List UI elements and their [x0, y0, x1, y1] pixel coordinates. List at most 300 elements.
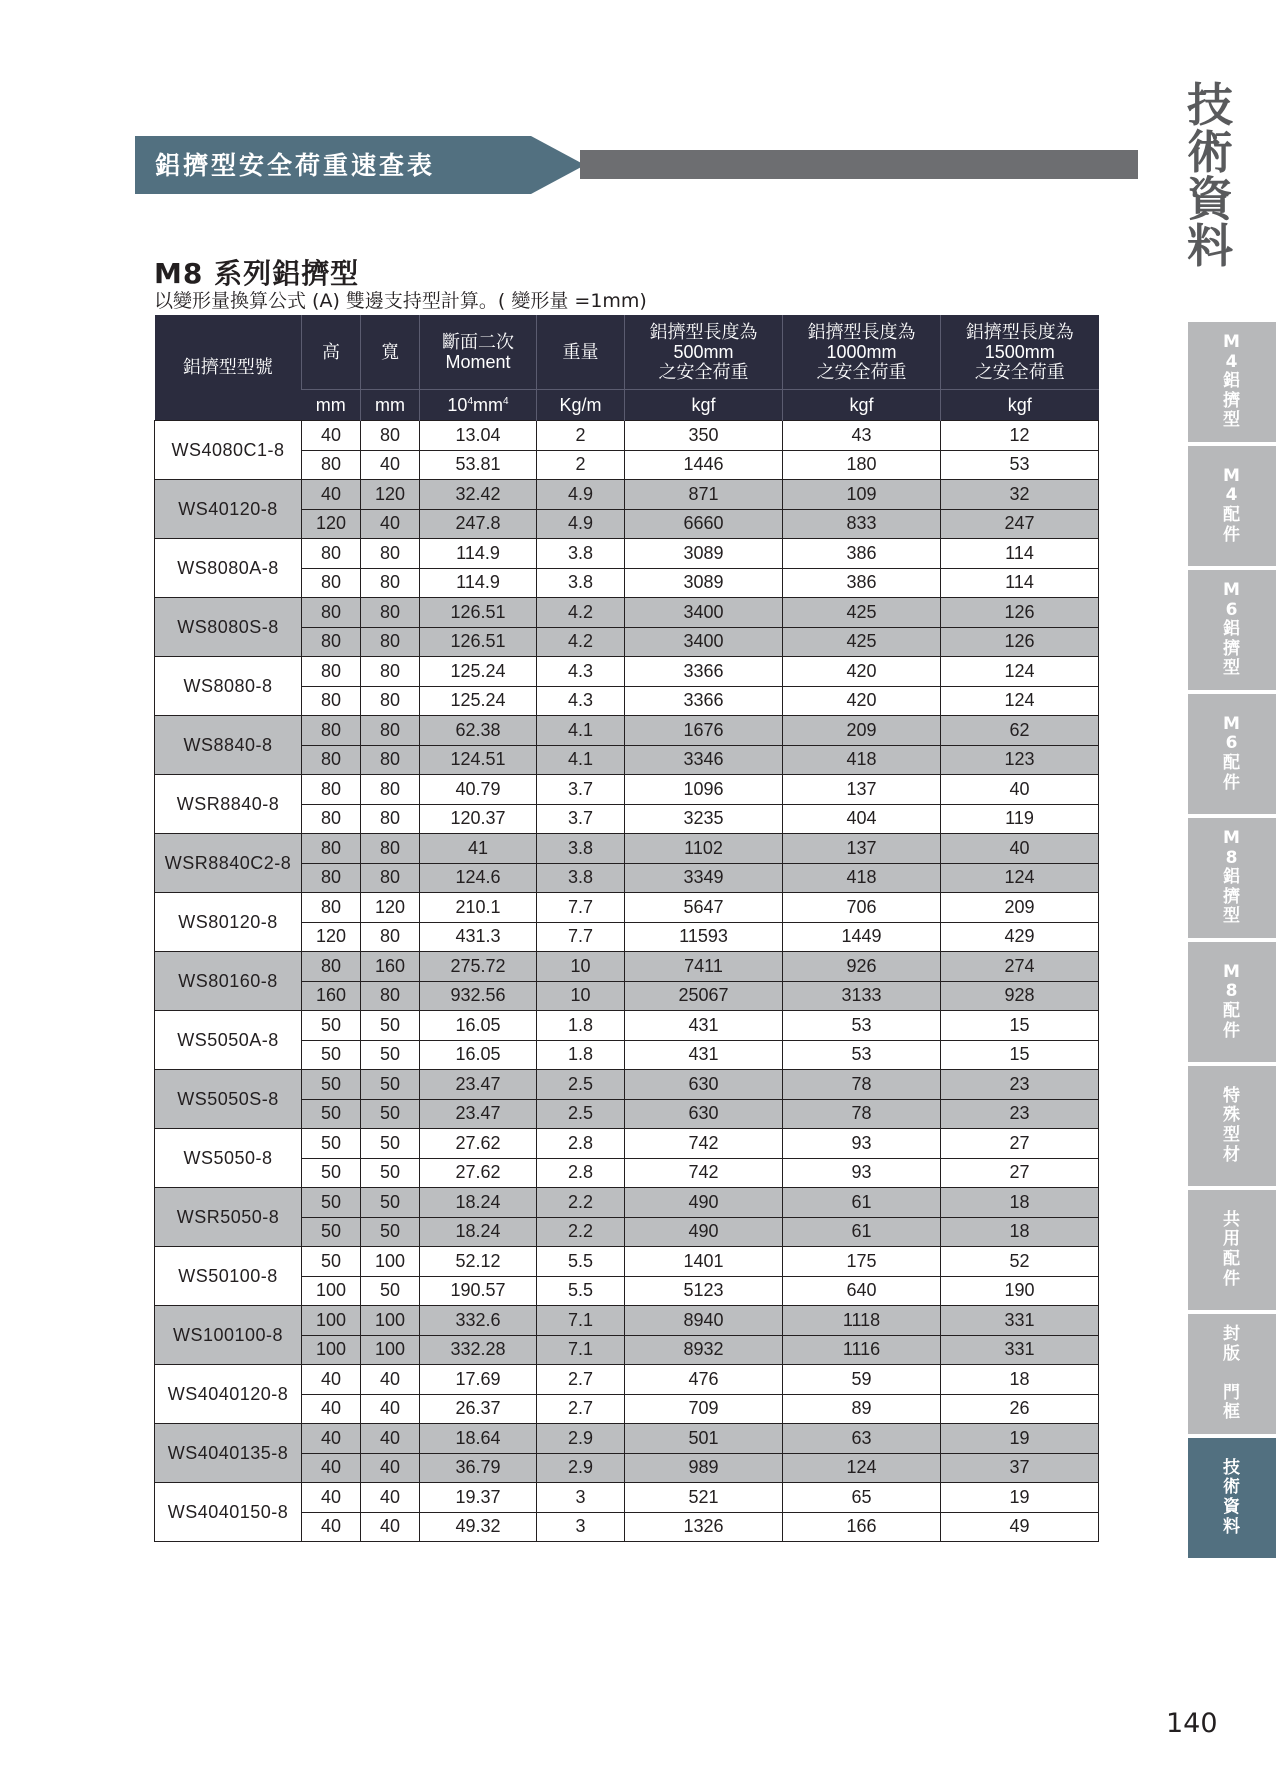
moment-cell: 13.04	[420, 421, 537, 451]
load-1000-cell: 833	[783, 509, 941, 539]
width-cell: 40	[361, 1483, 420, 1513]
height-cell: 80	[302, 716, 361, 746]
width-cell: 50	[361, 1129, 420, 1159]
load-1000-cell: 209	[783, 716, 941, 746]
height-cell: 50	[302, 1129, 361, 1159]
table-body	[155, 421, 1099, 1542]
load-1500-cell: 53	[941, 450, 1099, 480]
load-1000-cell: 180	[783, 450, 941, 480]
width-cell: 40	[361, 1365, 420, 1395]
model-cell: WS5050S-8	[155, 1070, 302, 1129]
load-1000-cell: 53	[783, 1040, 941, 1070]
width-cell: 50	[361, 1099, 420, 1129]
weight-cell: 2.2	[537, 1188, 625, 1218]
weight-cell: 7.1	[537, 1306, 625, 1336]
moment-cell: 932.56	[420, 981, 537, 1011]
load-1500-cell: 40	[941, 834, 1099, 864]
load-1500-cell: 49	[941, 1512, 1099, 1542]
weight-cell: 3	[537, 1512, 625, 1542]
side-tab-m8-profiles[interactable]: M 8 鋁 擠 型	[1188, 818, 1276, 938]
width-cell: 120	[361, 480, 420, 510]
col-header-load-500	[625, 315, 783, 390]
load-500-cell: 1326	[625, 1512, 783, 1542]
width-cell: 50	[361, 1040, 420, 1070]
load-500-cell: 3400	[625, 598, 783, 628]
side-tab-m4-profiles[interactable]: M 4 鋁 擠 型	[1188, 322, 1276, 442]
table-row	[155, 1247, 1099, 1277]
moment-cell: 23.47	[420, 1099, 537, 1129]
unit-weight: Kg/m	[537, 390, 625, 421]
height-cell: 50	[302, 1158, 361, 1188]
moment-cell: 120.37	[420, 804, 537, 834]
side-tab-m6-profiles[interactable]: M 6 鋁 擠 型	[1188, 570, 1276, 690]
model-cell: WS80120-8	[155, 893, 302, 952]
weight-cell: 7.7	[537, 893, 625, 923]
model-cell: WS4040120-8	[155, 1365, 302, 1424]
table-row	[155, 1424, 1099, 1454]
width-cell: 120	[361, 893, 420, 923]
moment-cell: 52.12	[420, 1247, 537, 1277]
weight-cell: 4.3	[537, 657, 625, 687]
model-cell: WS8840-8	[155, 716, 302, 775]
height-cell: 80	[302, 627, 361, 657]
load-1500-cell: 119	[941, 804, 1099, 834]
weight-cell: 3	[537, 1483, 625, 1513]
model-cell: WSR8840C2-8	[155, 834, 302, 893]
load-1500-cell: 18	[941, 1217, 1099, 1247]
moment-cell: 53.81	[420, 450, 537, 480]
height-cell: 50	[302, 1188, 361, 1218]
load-1500-cell: 32	[941, 480, 1099, 510]
load-1500-cell: 124	[941, 657, 1099, 687]
weight-cell: 2.8	[537, 1158, 625, 1188]
load-1500-cell: 19	[941, 1483, 1099, 1513]
unit-moment: $10^4mm^4$	[420, 390, 537, 421]
width-cell: 50	[361, 1158, 420, 1188]
height-cell: 120	[302, 922, 361, 952]
moment-cell: 126.51	[420, 627, 537, 657]
height-cell: 50	[302, 1217, 361, 1247]
width-cell: 40	[361, 450, 420, 480]
width-cell: 80	[361, 627, 420, 657]
load-1000-cell: 89	[783, 1394, 941, 1424]
moment-cell: 332.28	[420, 1335, 537, 1365]
load-500-cell: 989	[625, 1453, 783, 1483]
load-500-cell: 350	[625, 421, 783, 451]
width-cell: 80	[361, 804, 420, 834]
load-1500-cell: 27	[941, 1158, 1099, 1188]
weight-cell: 1.8	[537, 1011, 625, 1041]
width-cell: 50	[361, 1276, 420, 1306]
load-500-cell: 1102	[625, 834, 783, 864]
load-500-cell: 3366	[625, 657, 783, 687]
weight-cell: 3.7	[537, 775, 625, 805]
load-1500-cell: 18	[941, 1188, 1099, 1218]
load-500-cell: 501	[625, 1424, 783, 1454]
load-500-cell: 630	[625, 1070, 783, 1100]
weight-cell: 10	[537, 952, 625, 982]
load-1000-cell: 420	[783, 657, 941, 687]
load-1500-cell: 114	[941, 568, 1099, 598]
load-1000-cell: 65	[783, 1483, 941, 1513]
load-1000-line-1: 鋁擠型長度為	[807, 321, 916, 342]
table-row	[155, 1011, 1099, 1041]
moment-line-1: 斷面二次	[442, 331, 514, 352]
model-cell: WS40120-8	[155, 480, 302, 539]
load-500-cell: 742	[625, 1158, 783, 1188]
model-cell: WSR5050-8	[155, 1188, 302, 1247]
weight-cell: 4.3	[537, 686, 625, 716]
width-cell: 50	[361, 1011, 420, 1041]
table-row	[155, 480, 1099, 510]
height-cell: 40	[302, 421, 361, 451]
side-tab-m4-accessories[interactable]: M 4 配 件	[1188, 446, 1276, 566]
width-cell: 50	[361, 1070, 420, 1100]
load-1500-cell: 19	[941, 1424, 1099, 1454]
weight-cell: 2.9	[537, 1424, 625, 1454]
col-header-moment	[420, 315, 537, 390]
weight-cell: 2.5	[537, 1070, 625, 1100]
chapter-title: 技 術 資 料	[1187, 78, 1233, 273]
safe-load-table	[154, 315, 1099, 1542]
moment-cell: 18.64	[420, 1424, 537, 1454]
load-1000-cell: 93	[783, 1158, 941, 1188]
load-500-cell: 490	[625, 1217, 783, 1247]
weight-cell: 4.2	[537, 627, 625, 657]
load-500-cell: 490	[625, 1188, 783, 1218]
moment-cell: 19.37	[420, 1483, 537, 1513]
load-500-cell: 1096	[625, 775, 783, 805]
width-cell: 80	[361, 686, 420, 716]
side-tab-m6-accessories[interactable]: M 6 配 件	[1188, 694, 1276, 814]
weight-cell: 5.5	[537, 1276, 625, 1306]
width-cell: 80	[361, 775, 420, 805]
width-cell: 80	[361, 834, 420, 864]
load-1500-cell: 37	[941, 1453, 1099, 1483]
height-cell: 80	[302, 775, 361, 805]
load-1000-cell: 61	[783, 1217, 941, 1247]
height-cell: 80	[302, 539, 361, 569]
load-1000-cell: 1449	[783, 922, 941, 952]
load-1000-line-2: 1000mm	[826, 341, 897, 362]
load-500-cell: 1401	[625, 1247, 783, 1277]
weight-cell: 7.7	[537, 922, 625, 952]
load-1000-cell: 59	[783, 1365, 941, 1395]
weight-cell: 2	[537, 450, 625, 480]
height-cell: 40	[302, 1365, 361, 1395]
load-500-cell: 476	[625, 1365, 783, 1395]
model-cell: WS8080A-8	[155, 539, 302, 598]
weight-cell: 2.7	[537, 1394, 625, 1424]
load-1000-cell: 1118	[783, 1306, 941, 1336]
load-1500-cell: 23	[941, 1070, 1099, 1100]
weight-cell: 1.8	[537, 1040, 625, 1070]
height-cell: 50	[302, 1099, 361, 1129]
weight-cell: 4.1	[537, 716, 625, 746]
load-1000-cell: 109	[783, 480, 941, 510]
height-cell: 80	[302, 834, 361, 864]
model-cell: WS5050-8	[155, 1129, 302, 1188]
side-tab-panel-door-frame[interactable]: 封 版 門 框	[1188, 1314, 1276, 1434]
load-1500-cell: 15	[941, 1040, 1099, 1070]
load-500-cell: 8932	[625, 1335, 783, 1365]
height-cell: 100	[302, 1335, 361, 1365]
height-cell: 120	[302, 509, 361, 539]
width-cell: 40	[361, 1512, 420, 1542]
table-row	[155, 539, 1099, 569]
table-row	[155, 1365, 1099, 1395]
height-cell: 80	[302, 745, 361, 775]
weight-cell: 2.9	[537, 1453, 625, 1483]
load-1500-cell: 126	[941, 627, 1099, 657]
load-1500-cell: 18	[941, 1365, 1099, 1395]
load-500-cell: 6660	[625, 509, 783, 539]
model-cell: WS50100-8	[155, 1247, 302, 1306]
height-cell: 40	[302, 480, 361, 510]
height-cell: 80	[302, 686, 361, 716]
side-tab-m8-accessories[interactable]: M 8 配 件	[1188, 942, 1276, 1062]
table-row	[155, 834, 1099, 864]
moment-cell: 17.69	[420, 1365, 537, 1395]
width-cell: 80	[361, 716, 420, 746]
load-1500-line-2: 1500mm	[984, 341, 1055, 362]
model-cell: WS4080C1-8	[155, 421, 302, 480]
height-cell: 80	[302, 568, 361, 598]
load-1000-cell: 386	[783, 539, 941, 569]
load-1000-line-3: 之安全荷重	[816, 362, 907, 383]
load-1000-cell: 63	[783, 1424, 941, 1454]
weight-cell: 2.2	[537, 1217, 625, 1247]
load-500-cell: 3366	[625, 686, 783, 716]
load-1500-cell: 23	[941, 1099, 1099, 1129]
width-cell: 40	[361, 509, 420, 539]
model-cell: WS4040150-8	[155, 1483, 302, 1542]
load-500-cell: 871	[625, 480, 783, 510]
moment-cell: 27.62	[420, 1129, 537, 1159]
load-1500-cell: 114	[941, 539, 1099, 569]
load-1000-cell: 1116	[783, 1335, 941, 1365]
load-500-line-2: 500mm	[673, 341, 734, 362]
unit-width: mm	[361, 390, 420, 421]
width-cell: 100	[361, 1306, 420, 1336]
load-1000-cell: 137	[783, 775, 941, 805]
moment-cell: 247.8	[420, 509, 537, 539]
load-500-cell: 11593	[625, 922, 783, 952]
load-1000-cell: 53	[783, 1011, 941, 1041]
unit-height: mm	[302, 390, 361, 421]
height-cell: 40	[302, 1483, 361, 1513]
load-500-cell: 3089	[625, 539, 783, 569]
load-1000-cell: 3133	[783, 981, 941, 1011]
side-tab-technical-data[interactable]: 技 術 資 料	[1188, 1438, 1276, 1558]
moment-cell: 332.6	[420, 1306, 537, 1336]
moment-cell: 32.42	[420, 480, 537, 510]
load-1500-cell: 15	[941, 1011, 1099, 1041]
load-1000-cell: 640	[783, 1276, 941, 1306]
width-cell: 160	[361, 952, 420, 982]
table-row	[155, 893, 1099, 923]
weight-cell: 3.8	[537, 834, 625, 864]
table-row	[155, 1483, 1099, 1513]
width-cell: 40	[361, 1453, 420, 1483]
load-1000-cell: 425	[783, 627, 941, 657]
height-cell: 80	[302, 450, 361, 480]
unit-kgf-1000: kgf	[783, 390, 941, 421]
height-cell: 80	[302, 863, 361, 893]
load-1500-cell: 62	[941, 716, 1099, 746]
width-cell: 80	[361, 657, 420, 687]
height-cell: 50	[302, 1011, 361, 1041]
load-1000-cell: 706	[783, 893, 941, 923]
table-row	[155, 657, 1099, 687]
weight-cell: 5.5	[537, 1247, 625, 1277]
load-500-cell: 3400	[625, 627, 783, 657]
table-row	[155, 952, 1099, 982]
height-cell: 40	[302, 1394, 361, 1424]
height-cell: 80	[302, 893, 361, 923]
width-cell: 100	[361, 1247, 420, 1277]
moment-cell: 16.05	[420, 1040, 537, 1070]
load-1000-cell: 78	[783, 1099, 941, 1129]
col-header-weight: 重量	[537, 315, 625, 390]
load-1000-cell: 926	[783, 952, 941, 982]
model-cell: WSR8840-8	[155, 775, 302, 834]
width-cell: 40	[361, 1394, 420, 1424]
height-cell: 50	[302, 1247, 361, 1277]
weight-cell: 4.1	[537, 745, 625, 775]
height-cell: 80	[302, 804, 361, 834]
width-cell: 50	[361, 1217, 420, 1247]
moment-cell: 126.51	[420, 598, 537, 628]
moment-cell: 62.38	[420, 716, 537, 746]
page-title: 鋁擠型安全荷重速查表	[155, 151, 436, 180]
moment-cell: 114.9	[420, 539, 537, 569]
moment-cell: 49.32	[420, 1512, 537, 1542]
load-500-cell: 3346	[625, 745, 783, 775]
width-cell: 100	[361, 1335, 420, 1365]
load-1000-cell: 166	[783, 1512, 941, 1542]
col-header-height: 高	[302, 315, 361, 390]
load-1500-cell: 928	[941, 981, 1099, 1011]
load-1500-cell: 124	[941, 863, 1099, 893]
height-cell: 100	[302, 1306, 361, 1336]
section-title: M8 系列鋁擠型	[154, 257, 360, 290]
load-1000-cell: 420	[783, 686, 941, 716]
side-tab-special-profiles[interactable]: 特 殊 型 材	[1188, 1066, 1276, 1186]
moment-cell: 18.24	[420, 1188, 537, 1218]
load-1500-cell: 247	[941, 509, 1099, 539]
page-number: 140	[1166, 1708, 1218, 1739]
moment-cell: 124.51	[420, 745, 537, 775]
weight-cell: 7.1	[537, 1335, 625, 1365]
table-row	[155, 598, 1099, 628]
model-cell: WS8080-8	[155, 657, 302, 716]
height-cell: 40	[302, 1512, 361, 1542]
load-1000-cell: 418	[783, 745, 941, 775]
width-cell: 80	[361, 745, 420, 775]
width-cell: 50	[361, 1188, 420, 1218]
col-header-load-1000	[783, 315, 941, 390]
load-1000-cell: 137	[783, 834, 941, 864]
weight-cell: 10	[537, 981, 625, 1011]
load-500-line-3: 之安全荷重	[658, 362, 749, 383]
load-1500-cell: 27	[941, 1129, 1099, 1159]
load-1500-cell: 126	[941, 598, 1099, 628]
load-1500-cell: 40	[941, 775, 1099, 805]
weight-cell: 4.2	[537, 598, 625, 628]
load-500-cell: 431	[625, 1040, 783, 1070]
load-1000-cell: 418	[783, 863, 941, 893]
width-cell: 80	[361, 568, 420, 598]
height-cell: 80	[302, 598, 361, 628]
weight-cell: 2.8	[537, 1129, 625, 1159]
table-row	[155, 775, 1099, 805]
moment-cell: 114.9	[420, 568, 537, 598]
model-cell: WS80160-8	[155, 952, 302, 1011]
load-1500-cell: 190	[941, 1276, 1099, 1306]
load-1500-cell: 123	[941, 745, 1099, 775]
load-500-cell: 3089	[625, 568, 783, 598]
height-cell: 50	[302, 1040, 361, 1070]
width-cell: 80	[361, 981, 420, 1011]
load-1000-cell: 404	[783, 804, 941, 834]
load-500-cell: 7411	[625, 952, 783, 982]
load-1000-cell: 175	[783, 1247, 941, 1277]
load-1000-cell: 124	[783, 1453, 941, 1483]
moment-cell: 23.47	[420, 1070, 537, 1100]
col-header-model: 鋁擠型型號	[155, 315, 302, 421]
height-cell: 40	[302, 1424, 361, 1454]
load-1000-cell: 386	[783, 568, 941, 598]
load-1000-cell: 93	[783, 1129, 941, 1159]
height-cell: 40	[302, 1453, 361, 1483]
model-cell: WS4040135-8	[155, 1424, 302, 1483]
load-1500-cell: 429	[941, 922, 1099, 952]
moment-cell: 124.6	[420, 863, 537, 893]
height-cell: 100	[302, 1276, 361, 1306]
formula-note: 以變形量換算公式 (A) 雙邊支持型計算。( 變形量 =1mm)	[154, 290, 647, 312]
load-500-cell: 1676	[625, 716, 783, 746]
table-row	[155, 421, 1099, 451]
load-500-cell: 630	[625, 1099, 783, 1129]
width-cell: 80	[361, 421, 420, 451]
load-1500-cell: 124	[941, 686, 1099, 716]
moment-cell: 190.57	[420, 1276, 537, 1306]
load-1000-cell: 425	[783, 598, 941, 628]
weight-cell: 4.9	[537, 509, 625, 539]
load-500-cell: 1446	[625, 450, 783, 480]
load-1500-line-3: 之安全荷重	[974, 362, 1065, 383]
moment-cell: 41	[420, 834, 537, 864]
weight-cell: 2	[537, 421, 625, 451]
weight-cell: 3.8	[537, 863, 625, 893]
unit-kgf-500: kgf	[625, 390, 783, 421]
model-cell: WS100100-8	[155, 1306, 302, 1365]
table-row	[155, 716, 1099, 746]
weight-cell: 3.8	[537, 568, 625, 598]
height-cell: 160	[302, 981, 361, 1011]
load-500-cell: 742	[625, 1129, 783, 1159]
side-tab-common-accessories[interactable]: 共 用 配 件	[1188, 1190, 1276, 1310]
moment-cell: 27.62	[420, 1158, 537, 1188]
height-cell: 80	[302, 657, 361, 687]
load-500-cell: 5123	[625, 1276, 783, 1306]
width-cell: 80	[361, 922, 420, 952]
table-row	[155, 1306, 1099, 1336]
moment-cell: 210.1	[420, 893, 537, 923]
load-1500-cell: 331	[941, 1335, 1099, 1365]
load-500-cell: 431	[625, 1011, 783, 1041]
